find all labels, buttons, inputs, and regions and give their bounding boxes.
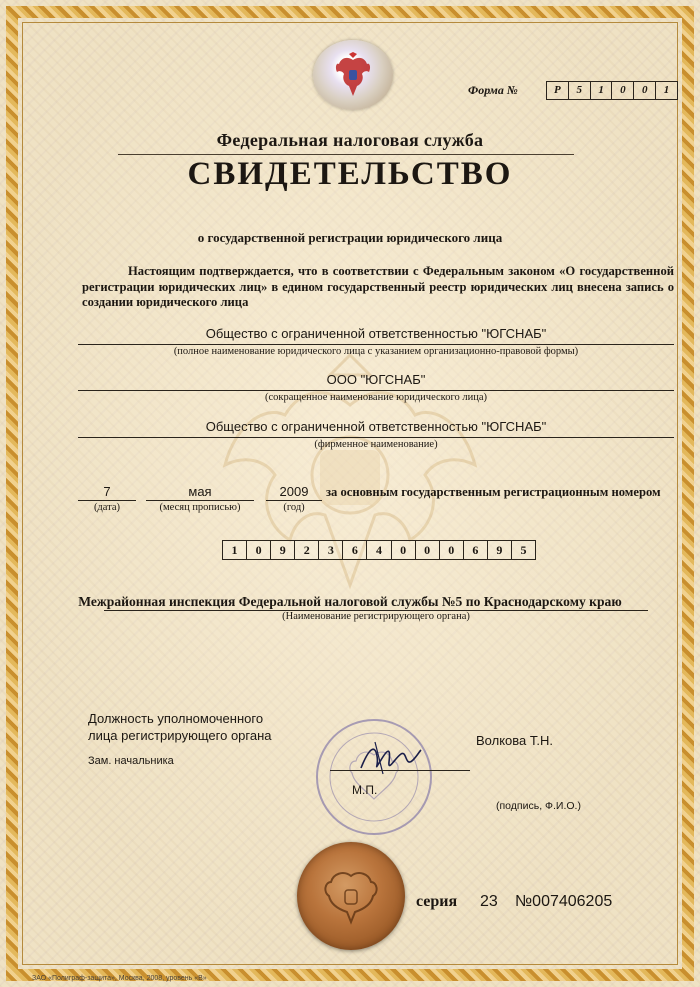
form-label: Форма № [468,83,518,97]
month-caption: (месяц прописью) [159,502,241,513]
full-name-line [78,344,674,345]
day-line [78,500,136,501]
embossed-eagle-icon [321,866,381,926]
agency-name: Федеральная налоговая служба [216,130,484,150]
document-title: СВИДЕТЕЛЬСТВО [187,156,513,192]
registration-year: 2009 [279,484,309,499]
form-digit: 0 [612,82,634,99]
ogrn-digit: 1 [223,541,247,559]
form-digit: 0 [634,82,656,99]
signature-caption: (подпись, Ф.И.О.) [496,800,581,812]
position-label-line1: Должность уполномоченного [88,711,264,726]
full-name-caption: (полное наименование юридического лица с указанием организационно-правовой формы) [173,346,579,357]
short-name-line [78,390,674,391]
certificate-number: №007406205 [515,893,613,910]
firm-name-line [78,437,674,438]
firm-name-caption: (фирменное наименование) [314,439,438,450]
printer-footer: ЗАО «Полиграф-защита», Москва, 2008, уровень «В» [32,975,207,982]
ogrn-digit: 0 [440,541,464,559]
series-value: 23 [480,893,498,910]
position-value: Зам. начальника [88,755,174,767]
registration-month: мая [188,484,212,499]
short-name-value: ООО "ЮГСНАБ" [326,372,426,387]
form-digit: 5 [569,82,591,99]
short-name-caption: (сокращенное наименование юридического лица) [264,392,488,403]
registration-number-text: за основным государственным регистрационным номером [326,485,661,499]
ogrn-digit: 9 [271,541,295,559]
ogrn-digit: 2 [295,541,319,559]
signature-line [330,770,470,771]
ogrn-digit: 6 [343,541,367,559]
seal-place-label: М.П. [352,783,378,797]
registering-authority: Межрайонная инспекция Федеральной налоговой службы №5 по Краснодарскому краю [78,594,622,609]
full-name-value: Общество с ограниченной ответственностью "ЮГСНАБ" [205,326,547,341]
ogrn-digit: 4 [367,541,391,559]
ogrn-digit: 6 [464,541,488,559]
authority-caption: (Наименование регистрирующего органа) [282,611,470,622]
confirmation-text: Настоящим подтверждается, что в соответствии с Федеральным законом «О государственной регистрации юридических лиц» в едином государственный реестр юридических лиц внесена запись о создании юридического лица [82,264,674,309]
document-subtitle: о государственной регистрации юридического лица [197,230,503,245]
confirmation-paragraph [82,264,674,311]
position-label-line2: лица регистрирующего органа [88,728,272,743]
year-caption: (год) [283,502,305,513]
series-label: серия [416,893,458,910]
month-line [146,500,254,501]
ogrn-digit: 0 [416,541,440,559]
signer-name: Волкова Т.Н. [476,733,553,748]
day-caption: (дата) [93,502,121,513]
registration-day: 7 [103,484,111,499]
ogrn-digit: 0 [247,541,271,559]
ogrn-digit: 0 [392,541,416,559]
form-digit: 1 [591,82,613,99]
copper-seal [297,842,405,950]
firm-name-value: Общество с ограниченной ответственностью "ЮГСНАБ" [205,419,547,434]
position-label [88,710,272,744]
form-digit: 1 [663,84,670,96]
hologram-emblem [313,40,393,110]
double-headed-eagle-icon [335,52,371,98]
agency-divider [118,154,574,155]
ogrn-box [222,540,536,560]
form-digit: Р [547,82,569,99]
ogrn-digit: 5 [520,543,527,557]
ogrn-digit: 3 [319,541,343,559]
form-number-box [546,81,678,100]
year-line [266,500,322,501]
handwritten-signature-icon [355,738,425,778]
ogrn-digit: 9 [488,541,512,559]
